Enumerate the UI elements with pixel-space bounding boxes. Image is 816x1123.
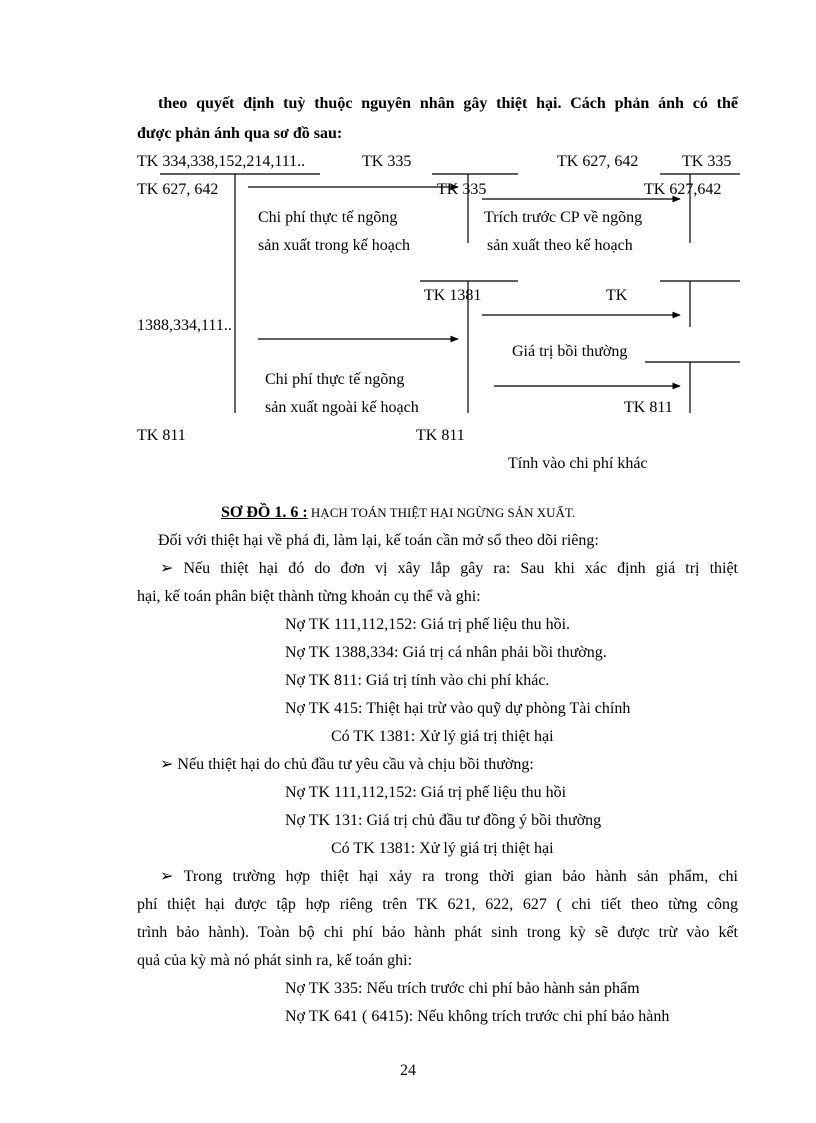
desc-3: Giá trị bồi thường — [512, 343, 628, 360]
acc-d-top: TK 335 — [682, 153, 732, 170]
entry-7: Nợ TK 131: Giá trị chủ đầu tư đồng ý bồi thường — [285, 812, 602, 829]
acc-1388: 1388,334,111.. — [137, 317, 232, 334]
bullet-arrow-icon: ➢ — [160, 756, 174, 773]
bullet-3-line-3: trình bảo hành). Toàn bộ chi phí bảo hành phát sinh trong kỳ sẽ được trừ vào kết — [137, 924, 738, 941]
entry-4: Nợ TK 415: Thiệt hại trừ vào quỹ dự phòng Tài chính — [285, 700, 631, 717]
acc-1381: TK 1381 — [424, 287, 482, 304]
intro-line-1: theo quyết định tuỳ thuộc nguyên nhân gây thiệt hại. Cách phản ánh có thể — [158, 95, 738, 112]
bullet-2-text: Nếu thiệt hại do chủ đầu tư yêu cầu và chịu bồi thường: — [177, 756, 534, 773]
desc-2-line-1: Trích trước CP về ngõng — [484, 209, 643, 226]
entry-9: Nợ TK 335: Nếu trích trước chi phí bảo hành sản phẩm — [285, 980, 640, 997]
bullet-1-text: Nếu thiệt hại đó do đơn vị xây lắp gây ra: Sau khi xác định giá trị thiệt — [183, 560, 738, 577]
desc-4-line-1: Chi phí thực tế ngõng — [265, 371, 405, 388]
bullet-2 — [160, 755, 534, 775]
acc-b-mid: TK 335 — [437, 181, 487, 198]
acc-811-left: TK 811 — [137, 427, 186, 444]
desc-5: Tính vào chi phí khác — [508, 455, 648, 472]
entry-8: Có TK 1381: Xử lý giá trị thiệt hại — [331, 840, 554, 857]
bullet-1-line-2: hại, kế toán phân biệt thành từng khoản cụ thể và ghi: — [137, 588, 481, 605]
caption-rest: HẠCH TOÁN THIỆT HẠI NGỪNG SẢN XUẤT. — [307, 505, 576, 520]
entry-10: Nợ TK 641 ( 6415): Nếu không trích trước chi phí bảo hành — [285, 1008, 670, 1025]
bullet-arrow-icon: ➢ — [160, 560, 174, 577]
bullet-3-line-2: phí thiệt hại được tập hợp riêng trên TK 621, 622, 627 ( chi tiết theo từng công — [137, 896, 738, 913]
intro-line-2: được phản ánh qua sơ đồ sau: — [137, 125, 343, 142]
entry-6: Nợ TK 111,112,152: Giá trị phế liệu thu hồi — [285, 784, 567, 801]
desc-2-line-2: sản xuất theo kế hoạch — [487, 237, 633, 254]
bullet-1-line-1 — [160, 559, 738, 579]
bullet-arrow-icon: ➢ — [160, 868, 174, 885]
acc-a-top: TK 334,338,152,214,111.. — [137, 153, 306, 170]
acc-811-right: TK 811 — [624, 399, 673, 416]
diagram-caption — [221, 503, 575, 523]
entry-1: Nợ TK 111,112,152: Giá trị phế liệu thu hồi. — [285, 616, 571, 633]
acc-b-top: TK 335 — [362, 153, 412, 170]
acc-tk: TK — [606, 287, 628, 304]
acc-811-mid: TK 811 — [416, 427, 465, 444]
paragraph-1: Đối với thiệt hại về phá đi, làm lại, kế toán cần mở sổ theo dõi riêng: — [158, 532, 599, 549]
acc-d-mid: TK 627,642 — [644, 181, 722, 198]
accounting-diagram — [0, 0, 816, 520]
desc-1-line-2: sản xuất trong kế hoạch — [258, 237, 410, 254]
bullet-3-line-1 — [160, 867, 738, 887]
acc-c-top: TK 627, 642 — [557, 153, 639, 170]
entry-3: Nợ TK 811: Giá trị tính vào chi phí khác. — [285, 672, 550, 689]
acc-a-mid: TK 627, 642 — [137, 181, 219, 198]
bullet-3-text: Trong trường hợp thiệt hại xảy ra trong thời gian bảo hành sản phẩm, chi — [183, 868, 739, 885]
page-number: 24 — [400, 1062, 416, 1079]
entry-5: Có TK 1381: Xử lý giá trị thiệt hại — [331, 728, 554, 745]
desc-4-line-2: sản xuất ngoài kế hoạch — [265, 399, 419, 416]
entry-2: Nợ TK 1388,334: Giá trị cá nhân phải bồi thường. — [285, 644, 607, 661]
bullet-3-line-4: quả của kỳ mà nó phát sinh ra, kế toán ghi: — [137, 952, 413, 969]
caption-lead: SƠ ĐỒ 1. 6 : — [221, 504, 308, 521]
desc-1-line-1: Chi phí thực tế ngõng — [258, 209, 398, 226]
